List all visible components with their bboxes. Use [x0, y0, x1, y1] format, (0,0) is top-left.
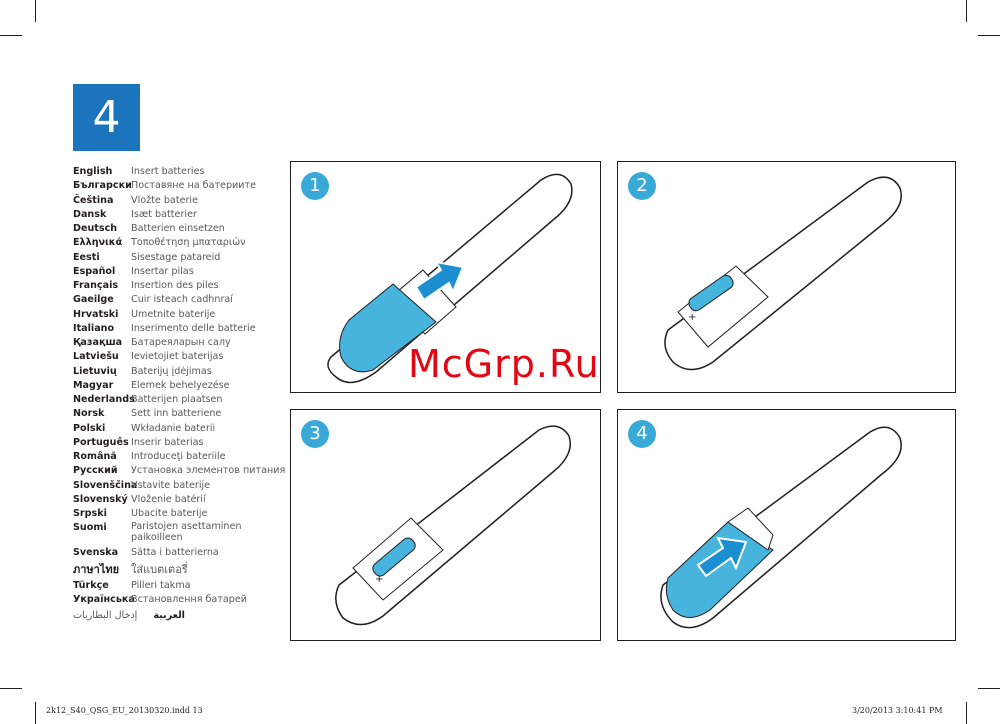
list-item: [73, 293, 288, 307]
crop-mark: [966, 0, 967, 22]
instruction-text: Insert batteries: [131, 166, 205, 177]
list-item: [73, 251, 288, 265]
list-item: [73, 407, 288, 421]
instruction-text: Batterijen plaatsen: [131, 394, 223, 405]
instruction-text: Inserimento delle batterie: [131, 322, 256, 334]
step-marker: 4: [628, 420, 656, 448]
language-name: Svenska: [73, 547, 119, 559]
list-item: [73, 546, 288, 560]
instruction-text: Ubacite baterije: [131, 508, 208, 519]
instruction-text: Cuir isteach cadhnraí: [131, 294, 233, 306]
instruction-text: Батареяларын салу: [131, 337, 231, 348]
instruction-text: Introduceţi bateriile: [131, 451, 226, 462]
step-marker: 1: [301, 172, 329, 200]
instruction-text: Paristojen asettaminen paikoilleen: [131, 521, 242, 544]
language-name: ภาษาไทย: [73, 562, 120, 576]
crop-mark: [978, 35, 1000, 36]
list-item: [73, 179, 288, 193]
instruction-text: إدخال البطاريات: [73, 610, 138, 621]
instruction-text: ใส่แบตเตอรี่: [131, 562, 188, 576]
language-name: Deutsch: [73, 223, 118, 234]
language-name: Norsk: [73, 408, 105, 420]
step-marker: 3: [301, 420, 329, 448]
language-name: Suomi: [73, 522, 107, 534]
language-name: Latviešu: [73, 351, 119, 363]
instruction-text: Batterien einsetzen: [131, 223, 225, 234]
list-item: [73, 165, 288, 179]
step-panel-3: [290, 409, 601, 641]
list-item: [73, 350, 288, 364]
instruction-text: Ievietojiet baterijas: [131, 351, 224, 363]
language-name: English: [73, 166, 113, 177]
language-name: Eesti: [73, 251, 100, 263]
instruction-text: Поставяне на батериите: [131, 180, 257, 192]
step-panel-2: [617, 161, 956, 393]
language-name: Français: [73, 280, 119, 291]
step-panel-4: [617, 409, 956, 641]
instruction-text: Τοποθέτηση μπαταριών: [131, 237, 246, 249]
instruction-text: Sätta i batterierna: [131, 547, 219, 559]
instruction-text: Vstavite baterije: [131, 479, 211, 491]
language-name: Ελληνικά: [73, 237, 123, 249]
list-item: [73, 593, 288, 607]
language-name: العربية: [153, 610, 185, 621]
language-name: Nederlands: [73, 394, 135, 405]
language-name: Hrvatski: [73, 308, 119, 320]
list-item: [73, 521, 288, 543]
watermark: McGrp.Ru: [408, 342, 600, 386]
language-name: Português: [73, 436, 129, 448]
list-item: [73, 579, 288, 593]
language-name: Dansk: [73, 208, 107, 220]
language-name: Қазақша: [73, 337, 123, 348]
language-name: Lietuvių: [73, 365, 117, 377]
instruction-text: Wkładanie baterii: [131, 422, 216, 434]
footer-file-name: 2k12_S40_QSG_EU_20130320.indd 13: [46, 706, 203, 715]
list-item: [73, 308, 288, 322]
list-item: [73, 422, 288, 436]
language-name: Türkçe: [73, 579, 109, 591]
list-item: [73, 561, 288, 579]
list-item: [73, 236, 288, 250]
list-item: [73, 379, 288, 393]
list-item: [73, 365, 288, 379]
remote-illustration: [291, 410, 600, 640]
list-item: [73, 450, 288, 464]
language-name: Українська: [73, 593, 135, 605]
crop-mark: [0, 688, 22, 689]
list-item: [73, 479, 288, 493]
svg-text:+: +: [375, 574, 384, 585]
list-item: [73, 322, 288, 336]
crop-mark: [978, 688, 1000, 689]
language-name: Български: [73, 180, 132, 192]
list-item: [73, 279, 288, 293]
list-item: [73, 265, 288, 279]
language-name: Italiano: [73, 322, 115, 334]
language-name: Gaeilge: [73, 294, 114, 306]
instruction-text: Vložte baterie: [131, 194, 198, 206]
instruction-text: Sett inn batteriene: [131, 408, 222, 420]
language-name: Русский: [73, 465, 118, 477]
language-name: Polski: [73, 422, 106, 434]
list-item: [73, 464, 288, 478]
language-name: Español: [73, 265, 116, 277]
footer-timestamp: 3/20/2013 3:10:41 PM: [852, 706, 943, 715]
list-item: [73, 208, 288, 222]
step-marker: 2: [628, 172, 656, 200]
remote-illustration: [618, 162, 955, 392]
crop-mark: [0, 35, 22, 36]
instruction-text: Insertion des piles: [131, 280, 219, 291]
language-name: Srpski: [73, 508, 107, 519]
crop-mark: [35, 0, 36, 22]
instruction-text: Sisestage patareid: [131, 251, 221, 263]
crop-mark: [35, 702, 36, 724]
instruction-text: Установка элементов питания: [131, 465, 286, 477]
instruction-text: Insertar pilas: [131, 265, 194, 277]
language-name: Slovenský: [73, 493, 128, 505]
list-item: [73, 393, 288, 407]
instruction-text: Vloženie batérií: [131, 493, 206, 505]
instruction-text: Baterijų įdėjimas: [131, 365, 212, 377]
instruction-text: Pilleri takma: [131, 579, 191, 591]
instruction-text: Isæt batterier: [131, 208, 197, 220]
language-list: [73, 165, 288, 623]
language-name: Slovenščina: [73, 479, 138, 491]
language-name: Magyar: [73, 379, 114, 391]
step-number-badge: 4: [73, 84, 140, 151]
list-item: [73, 436, 288, 450]
list-item: [73, 507, 288, 521]
list-item: [73, 222, 288, 236]
list-item: [73, 493, 288, 507]
remote-illustration: [618, 410, 955, 640]
list-item: [73, 609, 288, 623]
instruction-text: Inserir baterias: [131, 436, 204, 448]
instruction-text: Umetnite baterije: [131, 308, 216, 320]
instruction-text: Встановлення батарей: [131, 593, 248, 605]
instruction-text: Elemek behelyezése: [131, 379, 230, 391]
svg-text:+: +: [688, 312, 697, 323]
list-item: [73, 194, 288, 208]
language-name: Čeština: [73, 194, 114, 206]
language-name: Română: [73, 451, 117, 462]
list-item: [73, 336, 288, 350]
crop-mark: [966, 702, 967, 724]
